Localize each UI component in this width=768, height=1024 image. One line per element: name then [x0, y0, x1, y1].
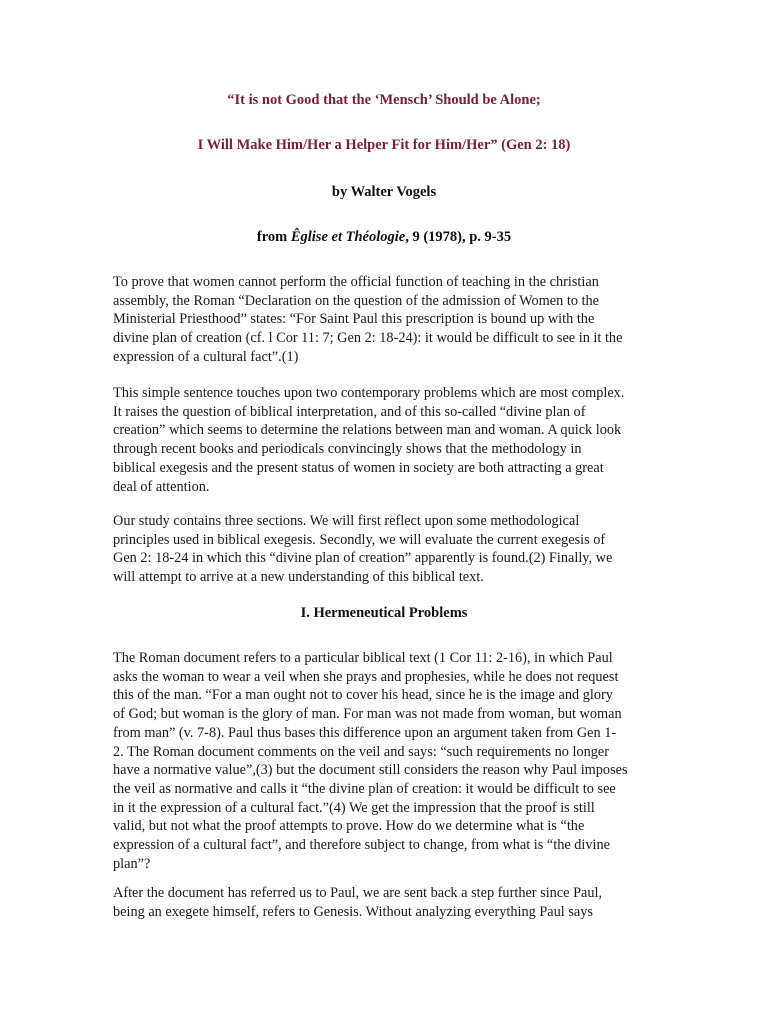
paragraph-line: creation” which seems to determine the relations between man and woman. A quick look [113, 422, 622, 439]
paragraph-line: After the document has referred us to Paul, we are sent back a step further since Paul, [113, 885, 603, 901]
paragraph-line: Our study contains three sections. We will first reflect upon some methodological [113, 513, 580, 529]
paragraph-line: in it the expression of a cultural fact.”(4) We get the impression that the proof is still [113, 799, 595, 816]
paragraph-line: asks the woman to wear a veil when she prays and prophesies, while he does not request [113, 668, 619, 685]
paragraph-line: principles used in biblical exegesis. Secondly, we will evaluate the current exegesis of [113, 531, 606, 548]
paragraph-line: assembly, the Roman “Declaration on the question of the admission of Women to the [113, 292, 600, 309]
paragraph-line: divine plan of creation (cf. l Cor 11: 7; Gen 2: 18-24): it would be difficult to see in it the [113, 330, 623, 347]
paragraph-line: biblical exegesis and the present status of women in society are both attracting a great [113, 459, 604, 476]
paragraph-line: valid, but not what the proof attempts to prove. How do we determine what is “the [113, 818, 585, 835]
source-citation [0, 229, 768, 246]
paragraph-line: plan”? [113, 855, 151, 872]
paragraph-line: This simple sentence touches upon two contemporary problems which are most complex. [113, 385, 625, 401]
paragraph-line: through recent books and periodicals convincingly shows that the methodology in [113, 441, 582, 458]
paragraph-line: expression of a cultural fact”, and therefore subject to change, from what is “the divine [113, 837, 611, 854]
source-prefix: from [256, 229, 291, 245]
paragraph-line: will attempt to arrive at a new understanding of this biblical text. [113, 569, 484, 586]
paragraph-5 [113, 884, 658, 921]
paragraph-line: It raises the question of biblical interpretation, and of this so-called “divine plan of [113, 403, 586, 420]
title-line-1: “It is not Good that the ‘Mensch’ Should be Alone; [227, 92, 541, 108]
paragraph-line: have a normative value”,(3) but the document still considers the reason why Paul imposes [113, 762, 628, 779]
author-byline: by Walter Vogels [331, 184, 437, 200]
paragraph-line: Gen 2: 18-24 in which this “divine plan of creation” apparently is found.(2) Finally, we [113, 550, 613, 567]
paragraph-4 [113, 649, 658, 873]
paragraph-line: this of the man. “For a man ought not to cover his head, since he is the image and glory [113, 687, 613, 704]
paragraph-3 [113, 512, 658, 587]
paragraph-line: 2. The Roman document comments on the veil and says: “such requirements no longer [113, 743, 610, 760]
paragraph-line: from man” (v. 7-8). Paul thus bases this difference upon an argument taken from Gen 1- [113, 724, 617, 741]
journal-name: Êglise et Théologie [290, 229, 406, 245]
paragraph-2 [113, 384, 658, 496]
source-suffix: , 9 (1978), p. 9-35 [405, 229, 512, 245]
paragraph-line: To prove that women cannot perform the official function of teaching in the christian [113, 274, 599, 290]
paragraph-line: Ministerial Priesthood” states: “For Saint Paul this prescription is bound up with the [113, 311, 595, 328]
paragraph-line: expression of a cultural fact”.(1) [113, 348, 299, 365]
paragraph-line: the veil as normative and calls it “the divine plan of creation: it would be difficult to see [113, 780, 616, 797]
paragraph-1 [113, 273, 658, 367]
paragraph-line: deal of attention. [113, 478, 210, 495]
paragraph-line: of God; but woman is the glory of man. For man was not made from woman, but woman [113, 706, 622, 723]
section-heading: I. Hermeneutical Problems [300, 605, 468, 621]
title-line-2: I Will Make Him/Her a Helper Fit for Him/Her” (Gen 2: 18) [197, 137, 571, 153]
paragraph-line: The Roman document refers to a particular biblical text (1 Cor 11: 2-16), in which Paul [113, 650, 613, 666]
paragraph-line: being an exegete himself, refers to Genesis. Without analyzing everything Paul says [113, 903, 593, 920]
